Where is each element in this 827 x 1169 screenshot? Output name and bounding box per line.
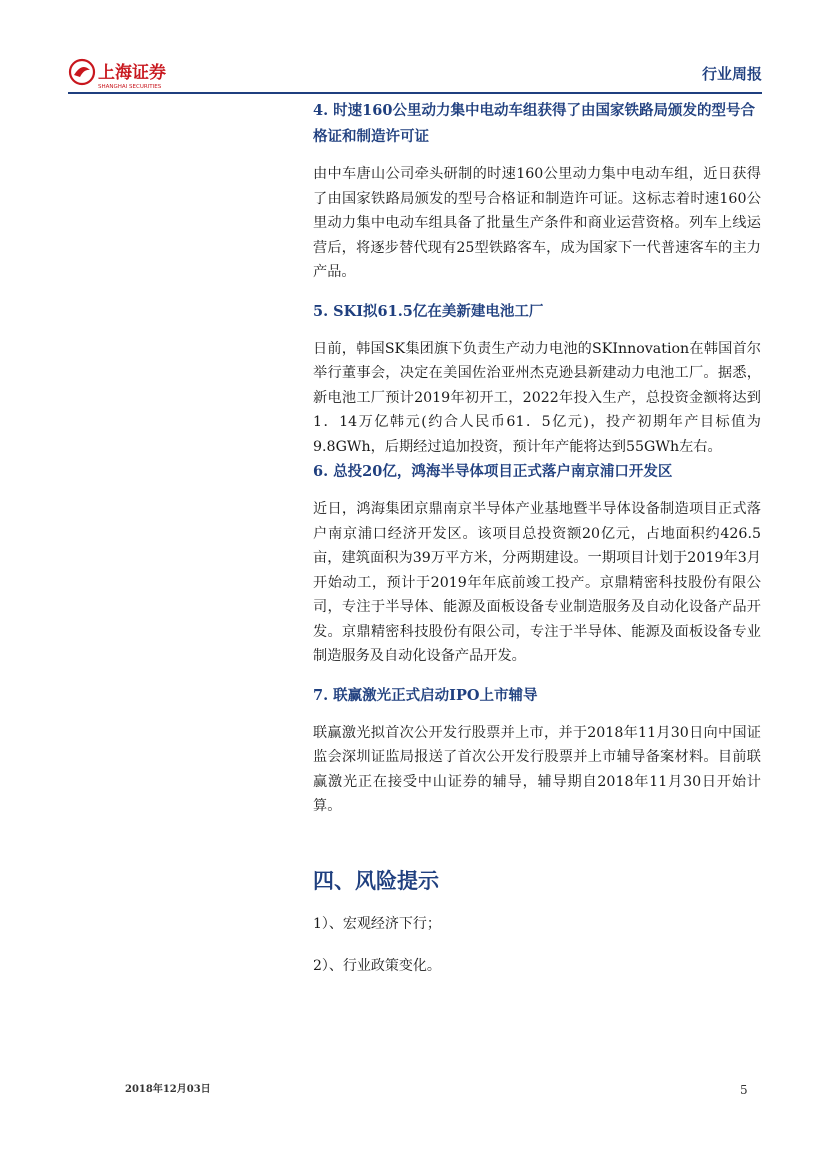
news-heading: 5. SKI拟61.5亿在美新建电池工厂 [313, 302, 544, 320]
logo-subtext: SHANGHAI SECURITIES [98, 84, 162, 90]
logo-text: 上海证券 [98, 63, 166, 83]
risk-section [313, 866, 761, 978]
news-heading: 7. 联赢激光正式启动IPO上市辅导 [313, 686, 538, 704]
page-number: 5 [740, 1083, 748, 1097]
news-item [313, 299, 761, 460]
risk-point: 1）、宏观经济下行； [313, 916, 441, 932]
page-header [68, 56, 762, 94]
report-type-title: 行业周报 [701, 65, 762, 83]
news-heading: 6. 总投20亿，鸿海半导体项目正式落户南京浦口开发区 [313, 463, 673, 480]
risk-point: 2）、行业政策变化。 [313, 958, 441, 974]
header-divider [68, 92, 762, 94]
news-item [313, 459, 761, 669]
news-list [313, 98, 761, 819]
report-date: 2018年12月03日 [125, 1084, 211, 1095]
news-body: 由中车唐山公司牵头研制的时速160公里动力集中电动车组，近日获得了由国家铁路局颁发的型号合格证和制造许可证。这标志着时速160公里动力集中电动车组具备了批量生产条件和商业运营资格。列车上线运营后，将逐步替代现有25型铁路客车，成为国家下一代普速客车的主力产品。 [313, 166, 761, 280]
news-item [313, 683, 761, 819]
news-heading: 4. 时速160公里动力集中电动车组获得了由国家铁路局颁发的型号合格证和制造许可证 [313, 102, 755, 145]
news-body: 日前，韩国SK集团旗下负责生产动力电池的SKInnovation在韩国首尔举行董事会，决定在美国佐治亚州杰克逊县新建动力电池工厂。据悉，新电池工厂预计2019年初开工，2022年投入生产，总投资金额将达到1．14万亿韩元(约合人民币61．5亿元)，投产初期年产目标值为9.8GWh，后期经过追加投资，预计年产能将达到55GWh左右。 [313, 340, 761, 455]
news-body: 联赢激光拟首次公开发行股票并上市，并于2018年11月30日向中国证监会深圳证监局报送了首次公开发行股票并上市辅导备案材料。目前联赢激光正在接受中山证券的辅导，辅导期自2018年11月30日开始计算。 [313, 724, 761, 814]
news-item [313, 98, 761, 285]
news-body: 近日，鸿海集团京鼎南京半导体产业基地暨半导体设备制造项目正式落户南京浦口经济开发区。该项目总投资额20亿元，占地面积约426.5亩，建筑面积为39万平方米，分两期建设。一期项目计划于2019年3月开始动工，预计于2019年年底前竣工投产。京鼎精密科技股份有限公司，专注于半导体、能源及面板设备专业制造服务及自动化设备产品开发。京鼎精密科技股份有限公司，专注于半导体、能源及面板设备专业制造服务及自动化设备产品开发。 [313, 501, 761, 664]
section-title: 四、风险提示 [313, 869, 439, 893]
shanghai-securities-logo [68, 58, 178, 90]
